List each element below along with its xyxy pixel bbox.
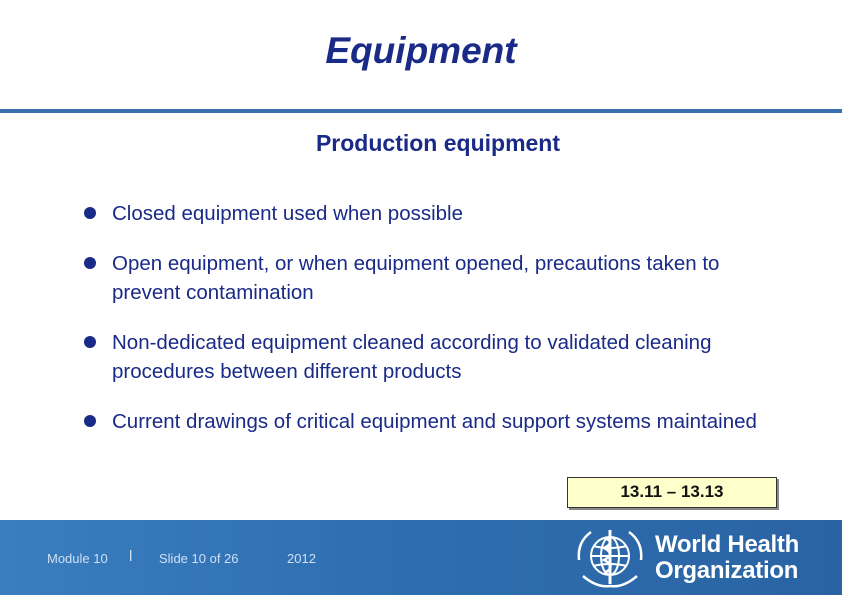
bullet-item [84, 249, 784, 307]
who-emblem-icon [571, 524, 649, 592]
bullet-dot-icon [84, 257, 96, 269]
slide-number: Slide 10 of 26 [159, 551, 239, 566]
bullet-dot-icon [84, 415, 96, 427]
footer-separator: l [129, 548, 133, 565]
footer-year: 2012 [287, 551, 316, 566]
title-divider [0, 109, 842, 113]
bullet-item [84, 199, 784, 228]
footer-band [0, 520, 842, 595]
module-label: Module 10 [47, 551, 108, 566]
bullet-text: Closed equipment used when possible [112, 202, 464, 225]
bullet-item [84, 407, 784, 436]
bullet-text: Non-dedicated equipment cleaned according to validated cleaning procedures between different products [112, 331, 712, 383]
slide-title: Equipment [325, 30, 517, 71]
org-name-line1: World Health [655, 531, 799, 558]
slide-subtitle: Production equipment [315, 130, 561, 156]
bullet-text: Current drawings of critical equipment and support systems maintained [112, 410, 757, 433]
reference-box: 13.11 – 13.13 [567, 477, 777, 508]
bullet-list [84, 199, 784, 457]
bullet-dot-icon [84, 207, 96, 219]
who-wordmark [655, 532, 799, 584]
org-name-line2: Organization [655, 557, 799, 584]
bullet-item [84, 328, 784, 386]
bullet-text: Open equipment, or when equipment opened, precautions taken to prevent contamination [112, 252, 720, 304]
bullet-dot-icon [84, 336, 96, 348]
